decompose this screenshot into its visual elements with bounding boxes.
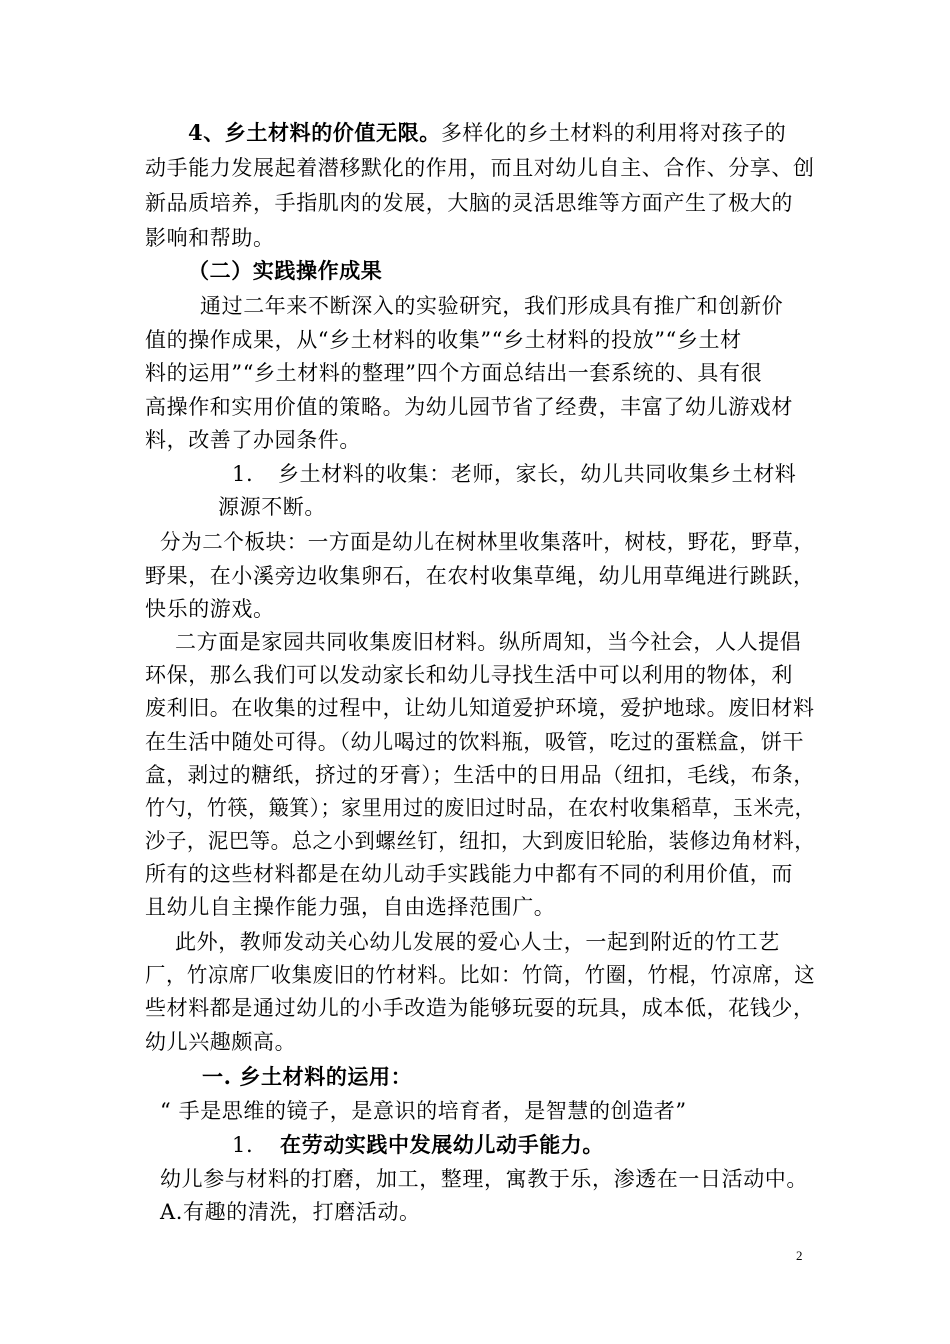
paragraph-line: 通过二年来不断深入的实验研究，我们形成具有推广和创新价 [200,294,784,318]
paragraph-line [188,118,786,148]
paragraph-line: 幼儿兴趣颇高。 [145,1030,297,1054]
paragraph-line: 快乐的游戏。 [145,597,275,621]
paragraph-line: 些材料都是通过幼儿的小手改造为能够玩耍的玩具，成本低，花钱少， [145,996,815,1020]
quote: “ 手是思维的镜子，是意识的培育者，是智慧的创造者” [160,1099,687,1123]
paragraph-line: 废利旧。在收集的过程中，让幼儿知道爱护环境，爱护地球。废旧材料 [145,696,815,720]
paragraph-line: 料的运用”“乡土材料的整理”四个方面总结出一套系统的、具有很 [145,361,763,385]
section-heading: 4、乡土材料的价值无限。 [188,120,441,145]
paragraph-line: 且幼儿自主操作能力强，自由选择范围广。 [145,895,556,919]
paragraph-line: 厂，竹凉席厂收集废旧的竹材料。比如：竹筒，竹圈，竹棍，竹凉席，这 [145,963,816,987]
paragraph-line: 影响和帮助。 [145,226,275,250]
paragraph-line: 竹勺，竹筷，簸箕）；家里用过的废旧过时品，在农村收集稻草，玉米壳， [145,796,816,820]
paragraph-line: 环保，那么我们可以发动家长和幼儿寻找生活中可以利用的物体，利 [145,663,793,687]
paragraph-line: 高操作和实用价值的策略。为幼儿园节省了经费，丰富了幼儿游戏材 [145,395,793,419]
paragraph-line: 二方面是家园共同收集废旧材料。纵所周知，当今社会，人人提倡 [175,630,802,654]
page-number: 2 [796,1248,803,1263]
paragraph-line: 动手能力发展起着潜移默化的作用，而且对幼儿自主、合作、分享、创 [145,156,815,180]
list-item-text: 乡土材料的收集：老师，家长，幼儿共同收集乡土材料 [278,462,797,486]
paragraph-text: 多样化的乡土材料的利用将对孩子的 [440,121,787,145]
paragraph-line: 值的操作成果，从“乡土材料的收集”“乡土材料的投放”“乡土材 [145,328,742,352]
list-number: 1. [232,462,254,486]
section-heading: 一. 乡土材料的运用： [202,1064,413,1089]
paragraph-line: 沙子，泥巴等。总之小到螺丝钉，纽扣，大到废旧轮胎，装修边角材料， [145,829,816,853]
paragraph-line: 分为二个板块：一方面是幼儿在树林里收集落叶，树枝，野花，野草， [160,530,815,554]
list-number: 1. [232,1133,254,1157]
paragraph-line: 此外，教师发动关心幼儿发展的爱心人士，一起到附近的竹工艺 [175,930,780,954]
list-item-heading: 在劳动实践中发展幼儿动手能力。 [280,1132,604,1157]
paragraph-line: 在生活中随处可得。（幼儿喝过的饮料瓶，吸管，吃过的蛋糕盒，饼干 [145,730,805,754]
section-title: （二）实践操作成果 [188,258,383,283]
paragraph-line: 新品质培养，手指肌肉的发展，大脑的灵活思维等方面产生了极大的 [145,191,793,215]
paragraph-line: 盒，剥过的糖纸，挤过的牙膏）；生活中的日用品（纽扣，毛线，布条， [145,763,815,787]
paragraph-line: 料，改善了办园条件。 [145,428,361,452]
paragraph-line: A.有趣的清洗，打磨活动。 [160,1200,421,1224]
paragraph-line: 所有的这些材料都是在幼儿动手实践能力中都有不同的利用价值，而 [145,862,793,886]
paragraph-line: 幼儿参与材料的打磨，加工，整理，寓教于乐，渗透在一日活动中。 [160,1167,808,1191]
paragraph-line: 野果，在小溪旁边收集卵石，在农村收集草绳，幼儿用草绳进行跳跃， [145,564,815,588]
list-item-text: 源源不断。 [218,495,326,519]
